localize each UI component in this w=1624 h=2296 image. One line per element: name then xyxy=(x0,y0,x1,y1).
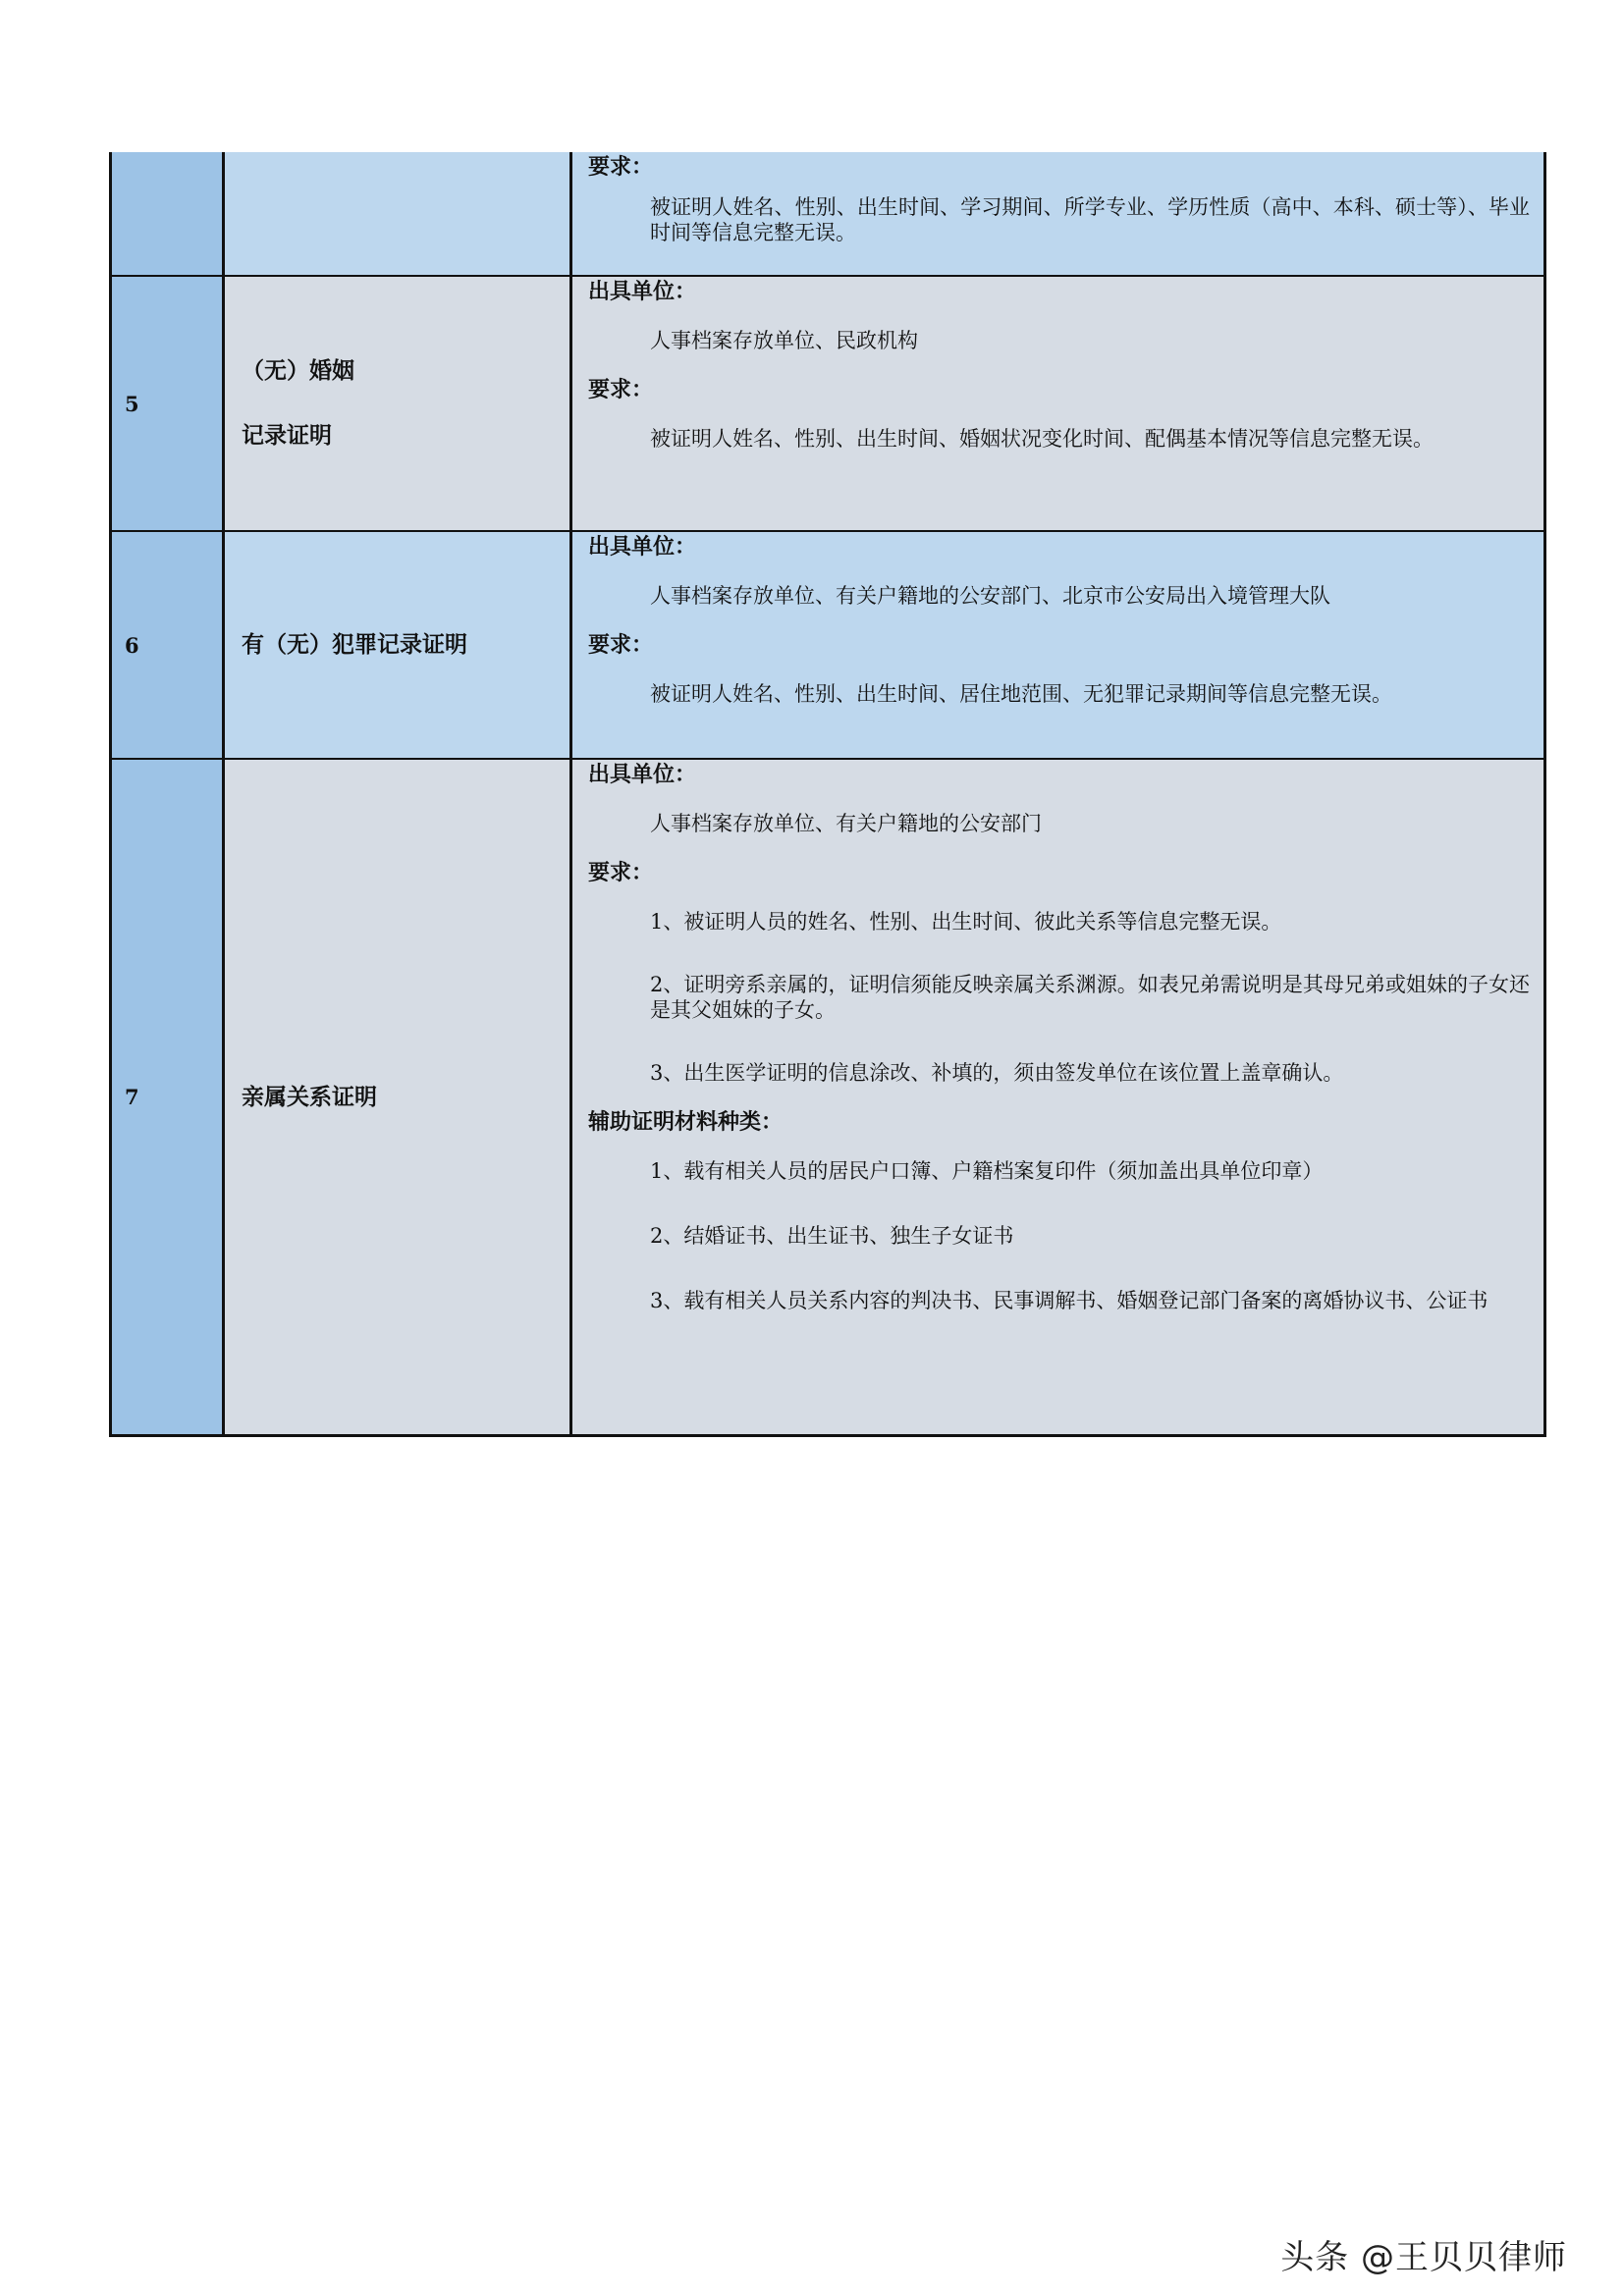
row-number: 7 xyxy=(112,760,225,1434)
auxiliary-heading: 辅助证明材料种类： xyxy=(588,1109,784,1135)
auxiliary-item: 1、载有相关人员的居民户口簿、户籍档案复印件（须加盖出具单位印章） xyxy=(650,1159,1324,1183)
certificate-name-line: 记录证明 xyxy=(242,422,332,449)
requirement-text: 被证明人姓名、性别、出生时间、学习期间、所学专业、学历性质（高中、本科、硕士等）、毕业时间等信息完整无误。 xyxy=(650,195,1530,244)
certificate-name xyxy=(225,277,572,530)
requirement-item: 3、出生医学证明的信息涂改、补填的，须由签发单位在该位置上盖章确认。 xyxy=(650,1061,1344,1085)
certificate-name xyxy=(225,152,572,275)
issuer-text: 人事档案存放单位、有关户籍地的公安部门、北京市公安局出入境管理大队 xyxy=(650,584,1330,608)
row-content xyxy=(572,277,1543,530)
row-number xyxy=(112,152,225,275)
requirement-heading: 要求： xyxy=(588,377,654,402)
auxiliary-item: 3、载有相关人员关系内容的判决书、民事调解书、婚姻登记部门备案的离婚协议书、公证书 xyxy=(650,1289,1489,1312)
table-row xyxy=(112,275,1543,530)
issuer-heading: 出具单位： xyxy=(588,762,697,787)
row-number: 6 xyxy=(112,532,225,758)
row-content xyxy=(572,532,1543,758)
issuer-heading: 出具单位： xyxy=(588,534,697,560)
certificate-name-line: 有（无）犯罪记录证明 xyxy=(242,631,467,658)
requirement-heading: 要求： xyxy=(588,632,654,658)
auxiliary-item: 2、结婚证书、出生证书、独生子女证书 xyxy=(650,1224,1014,1248)
certificate-name xyxy=(225,532,572,758)
table-row xyxy=(112,758,1543,1434)
requirement-item: 2、证明旁系亲属的，证明信须能反映亲属关系渊源。如表兄弟需说明是其母兄弟或姐妹的子女还是其父姐妹的子女。 xyxy=(650,973,1530,1022)
issuer-text: 人事档案存放单位、民政机构 xyxy=(650,329,918,352)
requirement-item: 1、被证明人员的姓名、性别、出生时间、彼此关系等信息完整无误。 xyxy=(650,910,1282,934)
table-row xyxy=(112,152,1543,275)
certificate-name-line: （无）婚姻 xyxy=(242,357,354,384)
certificate-table xyxy=(109,152,1546,1437)
row-content xyxy=(572,760,1543,1434)
source-watermark: 头条 @王贝贝律师 xyxy=(1280,2238,1567,2277)
table-row xyxy=(112,530,1543,758)
requirement-text: 被证明人姓名、性别、出生时间、婚姻状况变化时间、配偶基本情况等信息完整无误。 xyxy=(650,427,1434,451)
row-number: 5 xyxy=(112,277,225,530)
requirement-heading: 要求： xyxy=(588,154,654,180)
certificate-name xyxy=(225,760,572,1434)
issuer-heading: 出具单位： xyxy=(588,279,697,304)
certificate-name-line: 亲属关系证明 xyxy=(242,1083,377,1110)
issuer-text: 人事档案存放单位、有关户籍地的公安部门 xyxy=(650,812,1042,835)
requirement-heading: 要求： xyxy=(588,860,654,885)
row-content xyxy=(572,152,1543,275)
requirement-text: 被证明人姓名、性别、出生时间、居住地范围、无犯罪记录期间等信息完整无误。 xyxy=(650,682,1392,706)
